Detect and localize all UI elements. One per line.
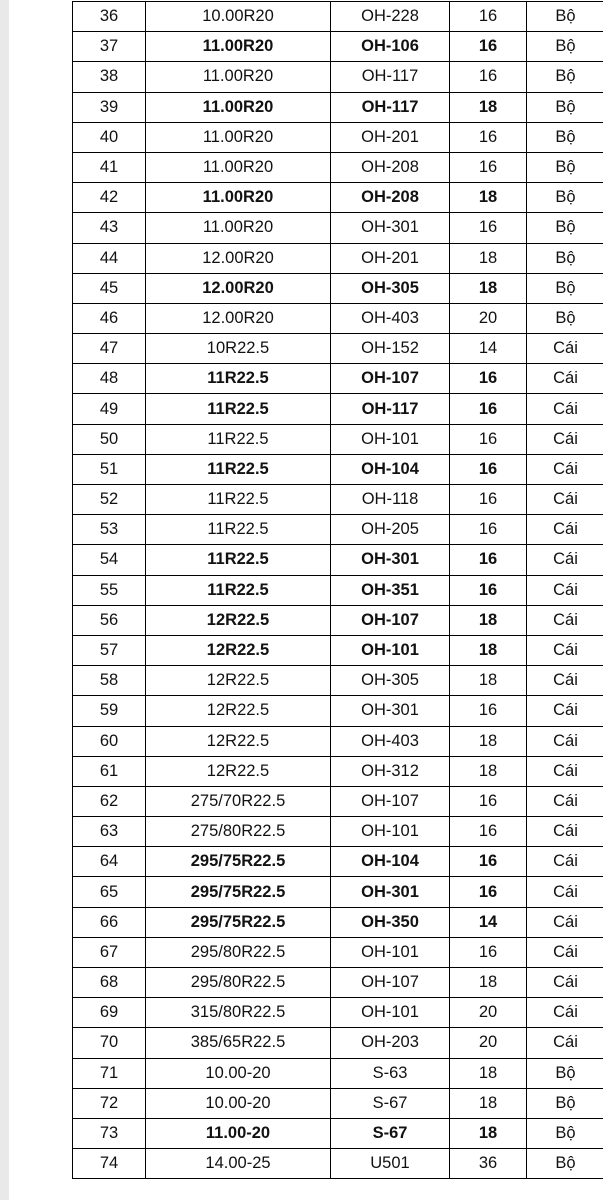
unit-cell: Cái [527,334,603,364]
row-number-cell: 47 [73,334,146,364]
ply-rating-cell: 16 [450,424,527,454]
tire-size-cell: 295/75R22.5 [146,877,331,907]
table-row [73,515,603,545]
table-row [73,1149,603,1179]
row-number-cell: 74 [73,1149,146,1179]
unit-cell: Bộ [527,32,603,62]
unit-cell: Bộ [527,1058,603,1088]
tread-code-cell: OH-117 [331,62,450,92]
ply-rating-cell: 18 [450,726,527,756]
tread-code-cell: OH-152 [331,334,450,364]
tire-size-cell: 10.00-20 [146,1088,331,1118]
ply-rating-cell: 20 [450,1028,527,1058]
tread-code-cell: OH-301 [331,877,450,907]
tread-code-cell: OH-312 [331,756,450,786]
row-number-cell: 64 [73,847,146,877]
ply-rating-cell: 16 [450,2,527,32]
ply-rating-cell: 18 [450,273,527,303]
tread-code-cell: OH-101 [331,635,450,665]
ply-rating-cell: 18 [450,968,527,998]
tread-code-cell: OH-107 [331,605,450,635]
table-row [73,937,603,967]
unit-cell: Cái [527,515,603,545]
unit-cell: Cái [527,635,603,665]
tire-size-cell: 295/80R22.5 [146,968,331,998]
tire-size-cell: 11R22.5 [146,545,331,575]
row-number-cell: 49 [73,394,146,424]
ply-rating-cell: 18 [450,92,527,122]
row-number-cell: 56 [73,605,146,635]
tire-table-body [73,2,603,1179]
table-row [73,847,603,877]
tread-code-cell: OH-403 [331,726,450,756]
row-number-cell: 59 [73,696,146,726]
tread-code-cell: OH-350 [331,907,450,937]
tire-size-cell: 10R22.5 [146,334,331,364]
tread-code-cell: OH-101 [331,424,450,454]
ply-rating-cell: 16 [450,545,527,575]
tread-code-cell: S-63 [331,1058,450,1088]
row-number-cell: 54 [73,545,146,575]
ply-rating-cell: 18 [450,1118,527,1148]
row-number-cell: 65 [73,877,146,907]
ply-rating-cell: 16 [450,877,527,907]
tire-size-cell: 295/75R22.5 [146,847,331,877]
row-number-cell: 41 [73,152,146,182]
unit-cell: Bộ [527,92,603,122]
row-number-cell: 70 [73,1028,146,1058]
tire-size-cell: 275/70R22.5 [146,786,331,816]
tire-size-cell: 275/80R22.5 [146,817,331,847]
tire-size-cell: 12R22.5 [146,666,331,696]
tire-size-cell: 11.00R20 [146,122,331,152]
tread-code-cell: OH-104 [331,847,450,877]
unit-cell: Cái [527,847,603,877]
row-number-cell: 60 [73,726,146,756]
tire-table [72,1,603,1179]
unit-cell: Bộ [527,273,603,303]
row-number-cell: 38 [73,62,146,92]
row-number-cell: 39 [73,92,146,122]
table-row [73,696,603,726]
ply-rating-cell: 16 [450,696,527,726]
tire-size-cell: 11.00R20 [146,213,331,243]
unit-cell: Cái [527,605,603,635]
tread-code-cell: OH-117 [331,394,450,424]
row-number-cell: 36 [73,2,146,32]
tire-size-cell: 14.00-25 [146,1149,331,1179]
tread-code-cell: OH-208 [331,152,450,182]
tread-code-cell: U501 [331,1149,450,1179]
tread-code-cell: OH-301 [331,696,450,726]
unit-cell: Bộ [527,243,603,273]
unit-cell: Bộ [527,122,603,152]
table-row [73,998,603,1028]
row-number-cell: 68 [73,968,146,998]
tread-code-cell: OH-208 [331,183,450,213]
ply-rating-cell: 16 [450,152,527,182]
tread-code-cell: OH-301 [331,213,450,243]
ply-rating-cell: 18 [450,605,527,635]
tread-code-cell: OH-201 [331,243,450,273]
table-row [73,122,603,152]
tread-code-cell: OH-107 [331,364,450,394]
tread-code-cell: OH-228 [331,2,450,32]
unit-cell: Bộ [527,152,603,182]
row-number-cell: 52 [73,485,146,515]
unit-cell: Cái [527,968,603,998]
tread-code-cell: OH-107 [331,786,450,816]
tire-size-cell: 11R22.5 [146,394,331,424]
tire-size-cell: 11R22.5 [146,454,331,484]
row-number-cell: 43 [73,213,146,243]
ply-rating-cell: 16 [450,62,527,92]
tire-size-cell: 12R22.5 [146,726,331,756]
ply-rating-cell: 20 [450,303,527,333]
table-row [73,786,603,816]
row-number-cell: 42 [73,183,146,213]
table-row [73,424,603,454]
tire-size-cell: 295/75R22.5 [146,907,331,937]
table-row [73,364,603,394]
tire-size-cell: 11R22.5 [146,364,331,394]
unit-cell: Cái [527,817,603,847]
ply-rating-cell: 18 [450,1088,527,1118]
table-row [73,92,603,122]
row-number-cell: 58 [73,666,146,696]
tire-size-cell: 11R22.5 [146,424,331,454]
tread-code-cell: OH-301 [331,545,450,575]
row-number-cell: 55 [73,575,146,605]
table-row [73,1118,603,1148]
tire-size-cell: 12.00R20 [146,303,331,333]
table-row [73,907,603,937]
ply-rating-cell: 20 [450,998,527,1028]
tire-size-cell: 295/80R22.5 [146,937,331,967]
unit-cell: Bộ [527,2,603,32]
ply-rating-cell: 14 [450,907,527,937]
table-row [73,152,603,182]
unit-cell: Cái [527,998,603,1028]
tire-size-cell: 315/80R22.5 [146,998,331,1028]
table-row [73,62,603,92]
row-number-cell: 45 [73,273,146,303]
table-row [73,183,603,213]
tire-size-cell: 11.00R20 [146,32,331,62]
table-row [73,605,603,635]
tire-size-cell: 12R22.5 [146,605,331,635]
table-row [73,545,603,575]
tire-size-cell: 10.00-20 [146,1058,331,1088]
tire-size-cell: 12R22.5 [146,756,331,786]
ply-rating-cell: 18 [450,243,527,273]
table-row [73,2,603,32]
ply-rating-cell: 16 [450,847,527,877]
ply-rating-cell: 16 [450,394,527,424]
row-number-cell: 53 [73,515,146,545]
ply-rating-cell: 14 [450,334,527,364]
tire-size-cell: 11.00-20 [146,1118,331,1148]
table-row [73,243,603,273]
tread-code-cell: OH-403 [331,303,450,333]
ply-rating-cell: 16 [450,515,527,545]
unit-cell: Cái [527,575,603,605]
table-row [73,1058,603,1088]
ply-rating-cell: 16 [450,937,527,967]
ply-rating-cell: 16 [450,817,527,847]
table-row [73,273,603,303]
table-row [73,1088,603,1118]
ply-rating-cell: 18 [450,635,527,665]
ply-rating-cell: 16 [450,454,527,484]
row-number-cell: 61 [73,756,146,786]
ply-rating-cell: 16 [450,32,527,62]
tread-code-cell: OH-101 [331,817,450,847]
row-number-cell: 37 [73,32,146,62]
unit-cell: Cái [527,877,603,907]
ply-rating-cell: 16 [450,364,527,394]
table-row [73,877,603,907]
unit-cell: Cái [527,786,603,816]
table-row [73,334,603,364]
tire-size-cell: 11R22.5 [146,515,331,545]
tread-code-cell: OH-101 [331,937,450,967]
row-number-cell: 48 [73,364,146,394]
row-number-cell: 46 [73,303,146,333]
table-row [73,756,603,786]
row-number-cell: 67 [73,937,146,967]
tire-size-cell: 11.00R20 [146,62,331,92]
unit-cell: Cái [527,726,603,756]
tread-code-cell: OH-104 [331,454,450,484]
tread-code-cell: OH-305 [331,273,450,303]
tread-code-cell: OH-203 [331,1028,450,1058]
tire-size-cell: 385/65R22.5 [146,1028,331,1058]
unit-cell: Cái [527,666,603,696]
table-row [73,575,603,605]
row-number-cell: 57 [73,635,146,665]
unit-cell: Cái [527,394,603,424]
tread-code-cell: OH-305 [331,666,450,696]
tire-size-cell: 11.00R20 [146,92,331,122]
tire-size-cell: 11.00R20 [146,183,331,213]
tire-size-cell: 10.00R20 [146,2,331,32]
tread-code-cell: OH-118 [331,485,450,515]
table-row [73,968,603,998]
ply-rating-cell: 16 [450,786,527,816]
table-row [73,817,603,847]
table-row [73,635,603,665]
tire-size-cell: 12.00R20 [146,243,331,273]
table-row [73,213,603,243]
page-edge [0,0,9,1200]
row-number-cell: 69 [73,998,146,1028]
row-number-cell: 63 [73,817,146,847]
unit-cell: Bộ [527,1088,603,1118]
tire-size-cell: 11R22.5 [146,485,331,515]
row-number-cell: 73 [73,1118,146,1148]
unit-cell: Cái [527,454,603,484]
tire-size-cell: 12.00R20 [146,273,331,303]
tread-code-cell: OH-117 [331,92,450,122]
table-row [73,666,603,696]
tire-table-container [72,1,603,1179]
tire-size-cell: 11.00R20 [146,152,331,182]
unit-cell: Bộ [527,183,603,213]
unit-cell: Bộ [527,62,603,92]
unit-cell: Cái [527,364,603,394]
ply-rating-cell: 16 [450,485,527,515]
row-number-cell: 50 [73,424,146,454]
tread-code-cell: OH-351 [331,575,450,605]
table-row [73,303,603,333]
row-number-cell: 66 [73,907,146,937]
row-number-cell: 62 [73,786,146,816]
table-row [73,1028,603,1058]
unit-cell: Bộ [527,213,603,243]
tread-code-cell: OH-205 [331,515,450,545]
ply-rating-cell: 18 [450,756,527,786]
tread-code-cell: OH-106 [331,32,450,62]
row-number-cell: 51 [73,454,146,484]
unit-cell: Cái [527,545,603,575]
table-row [73,394,603,424]
tire-size-cell: 11R22.5 [146,575,331,605]
unit-cell: Cái [527,696,603,726]
row-number-cell: 44 [73,243,146,273]
tread-code-cell: OH-107 [331,968,450,998]
ply-rating-cell: 16 [450,213,527,243]
ply-rating-cell: 18 [450,1058,527,1088]
tread-code-cell: OH-201 [331,122,450,152]
unit-cell: Bộ [527,303,603,333]
tread-code-cell: S-67 [331,1118,450,1148]
row-number-cell: 71 [73,1058,146,1088]
table-row [73,32,603,62]
unit-cell: Bộ [527,1118,603,1148]
unit-cell: Cái [527,907,603,937]
unit-cell: Bộ [527,1149,603,1179]
unit-cell: Cái [527,937,603,967]
tire-size-cell: 12R22.5 [146,696,331,726]
ply-rating-cell: 36 [450,1149,527,1179]
tread-code-cell: S-67 [331,1088,450,1118]
row-number-cell: 72 [73,1088,146,1118]
tire-size-cell: 12R22.5 [146,635,331,665]
table-row [73,485,603,515]
ply-rating-cell: 16 [450,575,527,605]
table-row [73,454,603,484]
tread-code-cell: OH-101 [331,998,450,1028]
ply-rating-cell: 16 [450,122,527,152]
ply-rating-cell: 18 [450,183,527,213]
unit-cell: Cái [527,485,603,515]
row-number-cell: 40 [73,122,146,152]
unit-cell: Cái [527,424,603,454]
unit-cell: Cái [527,756,603,786]
table-row [73,726,603,756]
ply-rating-cell: 18 [450,666,527,696]
unit-cell: Cái [527,1028,603,1058]
